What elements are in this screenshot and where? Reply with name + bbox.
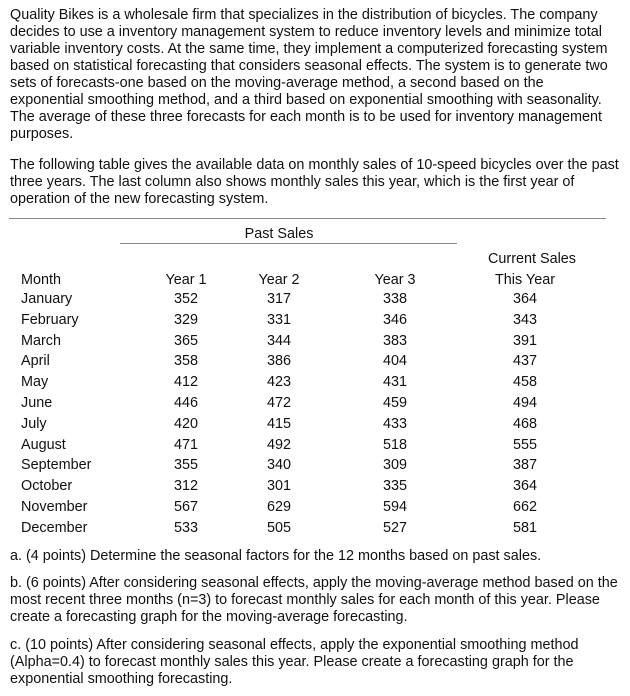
- month-cell: April: [21, 353, 50, 370]
- year2-column-header: Year 2: [258, 272, 300, 288]
- month-column-header: Month: [21, 272, 61, 288]
- current-year-cell: 387: [512, 457, 538, 474]
- month-cell: November: [21, 499, 88, 515]
- year3-cell: 346: [382, 311, 408, 328]
- current-year-cell: 437: [512, 353, 538, 370]
- year1-cell: 567: [173, 499, 199, 515]
- month-cell: February: [21, 311, 79, 328]
- year2-cell: 331: [266, 311, 292, 328]
- current-year-cell: 468: [512, 415, 538, 432]
- month-cell: May: [21, 374, 49, 391]
- year3-cell: 459: [382, 395, 408, 411]
- current-year-cell: 458: [512, 374, 538, 391]
- year3-cell: 404: [382, 353, 408, 370]
- current-year-cell: 662: [512, 499, 538, 515]
- year3-cell: 431: [382, 374, 408, 391]
- month-cell: September: [21, 457, 92, 474]
- year3-cell: 383: [382, 332, 408, 349]
- year1-column-header: Year 1: [165, 272, 207, 288]
- table-row: [0, 333, 630, 354]
- table-row: [0, 478, 630, 499]
- question-c: c. (10 points) After considering seasonal effects, apply the exponential smoothing method (Alpha=0.4) to forecast monthly sales this year. Please create a forecasting graph for the exponential smoothing forecasting.: [10, 637, 579, 687]
- year2-cell: 386: [266, 353, 292, 370]
- year2-cell: 340: [266, 457, 292, 474]
- table-top-rule: [9, 218, 606, 219]
- table-row: [0, 353, 630, 374]
- current-year-cell: 555: [512, 436, 538, 453]
- year2-cell: 344: [266, 332, 292, 349]
- table-row: [0, 291, 630, 312]
- current-sales-header-line2: This Year: [495, 272, 555, 288]
- year1-cell: 412: [173, 374, 199, 391]
- table-row: [0, 312, 630, 333]
- year1-cell: 352: [173, 291, 199, 307]
- year3-cell: 338: [382, 291, 408, 307]
- table-row: [0, 499, 630, 520]
- year2-cell: 505: [266, 519, 292, 536]
- table-row: [0, 437, 630, 458]
- month-cell: July: [21, 415, 47, 432]
- year2-cell: 492: [266, 436, 292, 453]
- year2-cell: 423: [266, 374, 292, 391]
- year2-cell: 415: [266, 415, 292, 432]
- year1-cell: 446: [173, 395, 199, 411]
- current-sales-header-line1: Current Sales: [488, 251, 576, 267]
- year1-cell: 471: [173, 436, 199, 453]
- year1-cell: 533: [173, 519, 199, 536]
- year2-cell: 301: [266, 478, 292, 495]
- current-year-cell: 494: [512, 395, 538, 411]
- current-year-cell: 581: [512, 519, 538, 536]
- year1-cell: 420: [173, 415, 199, 432]
- month-cell: October: [21, 478, 73, 495]
- month-cell: June: [21, 395, 53, 411]
- year1-cell: 329: [173, 311, 199, 328]
- table-intro-paragraph: The following table gives the available data on monthly sales of 10-speed bicycles over the past three years. The last column also shows monthly sales this year, which is the first year of operation of the new forecasting system.: [10, 157, 619, 207]
- year2-cell: 629: [266, 499, 292, 515]
- month-cell: March: [21, 332, 61, 349]
- year3-column-header: Year 3: [374, 272, 416, 288]
- year3-cell: 518: [382, 436, 408, 453]
- year1-cell: 365: [173, 332, 199, 349]
- table-row: [0, 416, 630, 437]
- past-sales-rule: [120, 243, 457, 244]
- intro-paragraph: Quality Bikes is a wholesale firm that specializes in the distribution of bicycles. The company decides to use a inventory management system to reduce inventory levels and minimize total variable inventory costs. At the same time, they implement a computerized forecasting system based on statistical forecasting that considers seasonal effects. The system is to generate two sets of forecasts-one based on the moving-average method, a second based on the exponential smoothing method, and a third based on exponential smoothing with seasonality. The average of these three forecasts for each month is to be used for inventory management purposes.: [10, 7, 608, 142]
- year3-cell: 335: [382, 478, 408, 495]
- year3-cell: 433: [382, 415, 408, 432]
- table-row: [0, 520, 630, 541]
- year3-cell: 594: [382, 499, 408, 515]
- current-year-cell: 391: [512, 332, 538, 349]
- year1-cell: 312: [173, 478, 199, 495]
- month-cell: January: [21, 291, 73, 307]
- past-sales-header: Past Sales: [244, 226, 314, 242]
- year1-cell: 355: [173, 457, 199, 474]
- question-b: b. (6 points) After considering seasonal effects, apply the moving-average method based on the most recent three months (n=3) to forecast monthly sales for each month of this year. Please create a forecasting graph for the moving-average forecasting.: [10, 575, 618, 625]
- year3-cell: 309: [382, 457, 408, 474]
- table-row: [0, 457, 630, 478]
- table-row: [0, 374, 630, 395]
- current-year-cell: 343: [512, 311, 538, 328]
- year1-cell: 358: [173, 353, 199, 370]
- question-a: a. (4 points) Determine the seasonal factors for the 12 months based on past sales.: [10, 548, 542, 564]
- year3-cell: 527: [382, 519, 408, 536]
- year2-cell: 472: [266, 395, 292, 411]
- table-row: [0, 395, 630, 416]
- year2-cell: 317: [266, 291, 292, 307]
- current-year-cell: 364: [512, 478, 538, 495]
- month-cell: December: [21, 519, 88, 536]
- current-year-cell: 364: [512, 291, 538, 307]
- month-cell: August: [21, 436, 66, 453]
